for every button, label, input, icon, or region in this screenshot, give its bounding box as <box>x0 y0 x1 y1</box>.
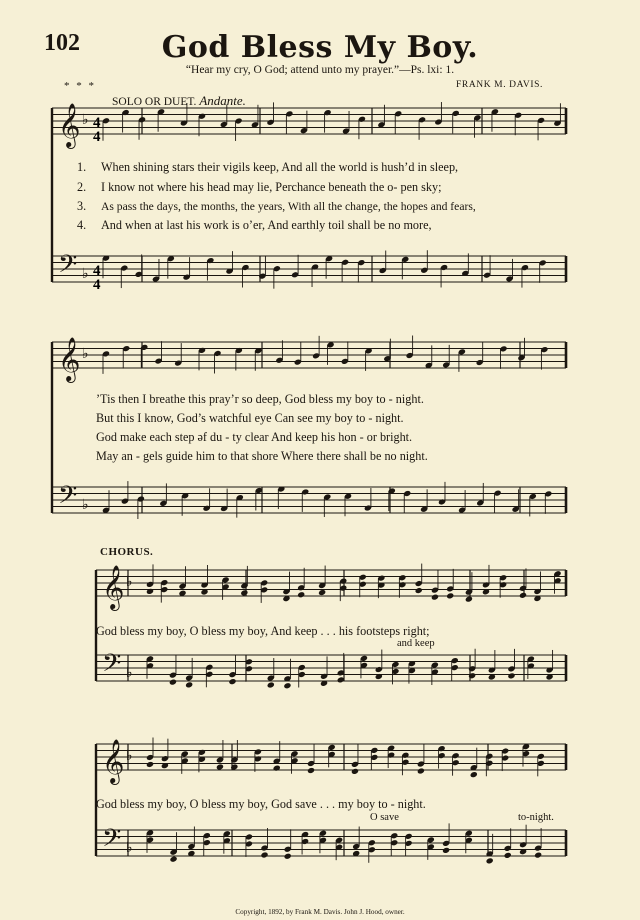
time-sig-bottom-bass: 4 <box>93 277 101 293</box>
verse-cont-3: God make each step əf du - ty clear And keep his hon - or bright. <box>96 430 413 444</box>
key-flat: ♭ <box>82 112 89 128</box>
system-4-treble-note <box>216 763 224 770</box>
key-flat: ♭ <box>82 346 89 362</box>
chorus-alto-lyric-1: and keep <box>397 638 435 649</box>
system-4-bass-note <box>170 856 178 863</box>
system-4-treble-note <box>146 761 154 768</box>
system-3-treble-note <box>431 594 439 601</box>
system-3-treble-note <box>465 596 473 603</box>
chorus-lyric-1: God bless my boy, O bless my boy, And keep . . . his footsteps right; <box>96 624 430 638</box>
key-flat: ♭ <box>82 266 89 282</box>
time-sig-top-bass: 4 <box>93 263 101 279</box>
system-3-bass-note <box>185 681 193 688</box>
bass-clef: 𝄢 <box>58 250 78 285</box>
system-4-bass-note <box>284 853 292 860</box>
staff-systems <box>52 102 566 864</box>
time-sig-top-treble: 4 <box>93 115 101 131</box>
system-3-treble-note <box>318 589 326 596</box>
verse-cont-4: May an - gels guide him to that shore Where there shall be no night. <box>96 449 428 463</box>
system-3-bass-note <box>228 678 236 685</box>
verse-line-2: 2. I know not where his head may lie, Perchance beneath the o- pen sky; <box>77 180 442 194</box>
key-flat: ♭ <box>126 665 133 681</box>
system-3-treble-note <box>519 592 527 599</box>
verse-cont-2: But this I know, God’s watchful eye Can see my boy to - night. <box>96 411 404 425</box>
treble-clef: 𝄞 <box>102 565 125 609</box>
composer-credit: FRANK M. DAVIS. <box>456 80 543 90</box>
bass-clef: 𝄢 <box>102 824 122 859</box>
tempo-word: Andante. <box>199 93 246 108</box>
bass-clef: 𝄢 <box>58 481 78 516</box>
treble-clef: 𝄞 <box>102 739 125 783</box>
system-3-bass-note <box>267 682 275 689</box>
key-flat: ♭ <box>126 574 133 590</box>
system-4-treble-note <box>417 768 425 775</box>
treble-clef: 𝄞 <box>58 337 81 381</box>
system-3-treble-note <box>415 587 423 594</box>
system-4-bass-note <box>504 852 512 859</box>
system-4-treble-note <box>273 765 281 772</box>
chorus-alto-lyric-2b: to-night. <box>518 812 554 823</box>
meter-stars: * * * <box>64 80 96 92</box>
page-number: 102 <box>44 30 80 56</box>
verse-line-3: 3. As pass the days, the months, the years, With all the change, the hopes and fears, <box>77 199 476 213</box>
system-3-treble-note <box>146 588 154 595</box>
hymn-title: God Bless My Boy. <box>161 30 479 65</box>
system-3-treble-note <box>240 589 248 596</box>
key-flat: ♭ <box>82 497 89 513</box>
chorus-alto-lyric-2a: O save <box>370 812 399 823</box>
verse-cont-1: ’Tis then I breathe this pray’r so deep, God bless my boy to - night. <box>96 392 424 406</box>
system-4-treble-note <box>470 771 478 778</box>
treble-clef: 𝄞 <box>58 103 81 147</box>
copyright-notice: Copyright, 1892, by Frank M. Davis. John J. Hood, owner. <box>235 908 405 916</box>
system-3-bass-note <box>468 672 476 679</box>
system-4-bass-note <box>534 852 542 859</box>
verse-line-1: 1. When shining stars their vigils keep, And all the world is hush’d in sleep, <box>77 160 459 174</box>
system-4-bass-note <box>442 847 450 854</box>
system-3-bass-note <box>283 682 291 689</box>
system-3-treble-note <box>297 591 305 598</box>
system-3-bass-note <box>507 672 515 679</box>
system-4-treble-note <box>307 767 315 774</box>
scripture-epigraph: “Hear my cry, O God; attend unto my prayer.”—Ps. lxi: 1. <box>185 64 455 76</box>
system-4-treble-note <box>351 768 359 775</box>
bass-clef: 𝄢 <box>102 649 122 684</box>
time-sig-bottom-treble: 4 <box>93 129 101 145</box>
system-3-bass-note <box>169 679 177 686</box>
performance-direction: SOLO OR DUET. <box>112 96 197 108</box>
verse-line-4: 4. And when at last his work is o’er, And earthly toil shall be no more, <box>77 218 432 232</box>
key-flat: ♭ <box>126 748 133 764</box>
chorus-label: CHORUS. <box>100 546 154 558</box>
system-4-bass-note <box>486 857 494 864</box>
chorus-lyric-2: God bless my boy, O bless my boy, God save . . . my boy to - night. <box>96 797 426 811</box>
system-3-treble-note <box>446 592 454 599</box>
key-flat: ♭ <box>126 840 133 856</box>
system-4-bass-note <box>260 851 268 858</box>
